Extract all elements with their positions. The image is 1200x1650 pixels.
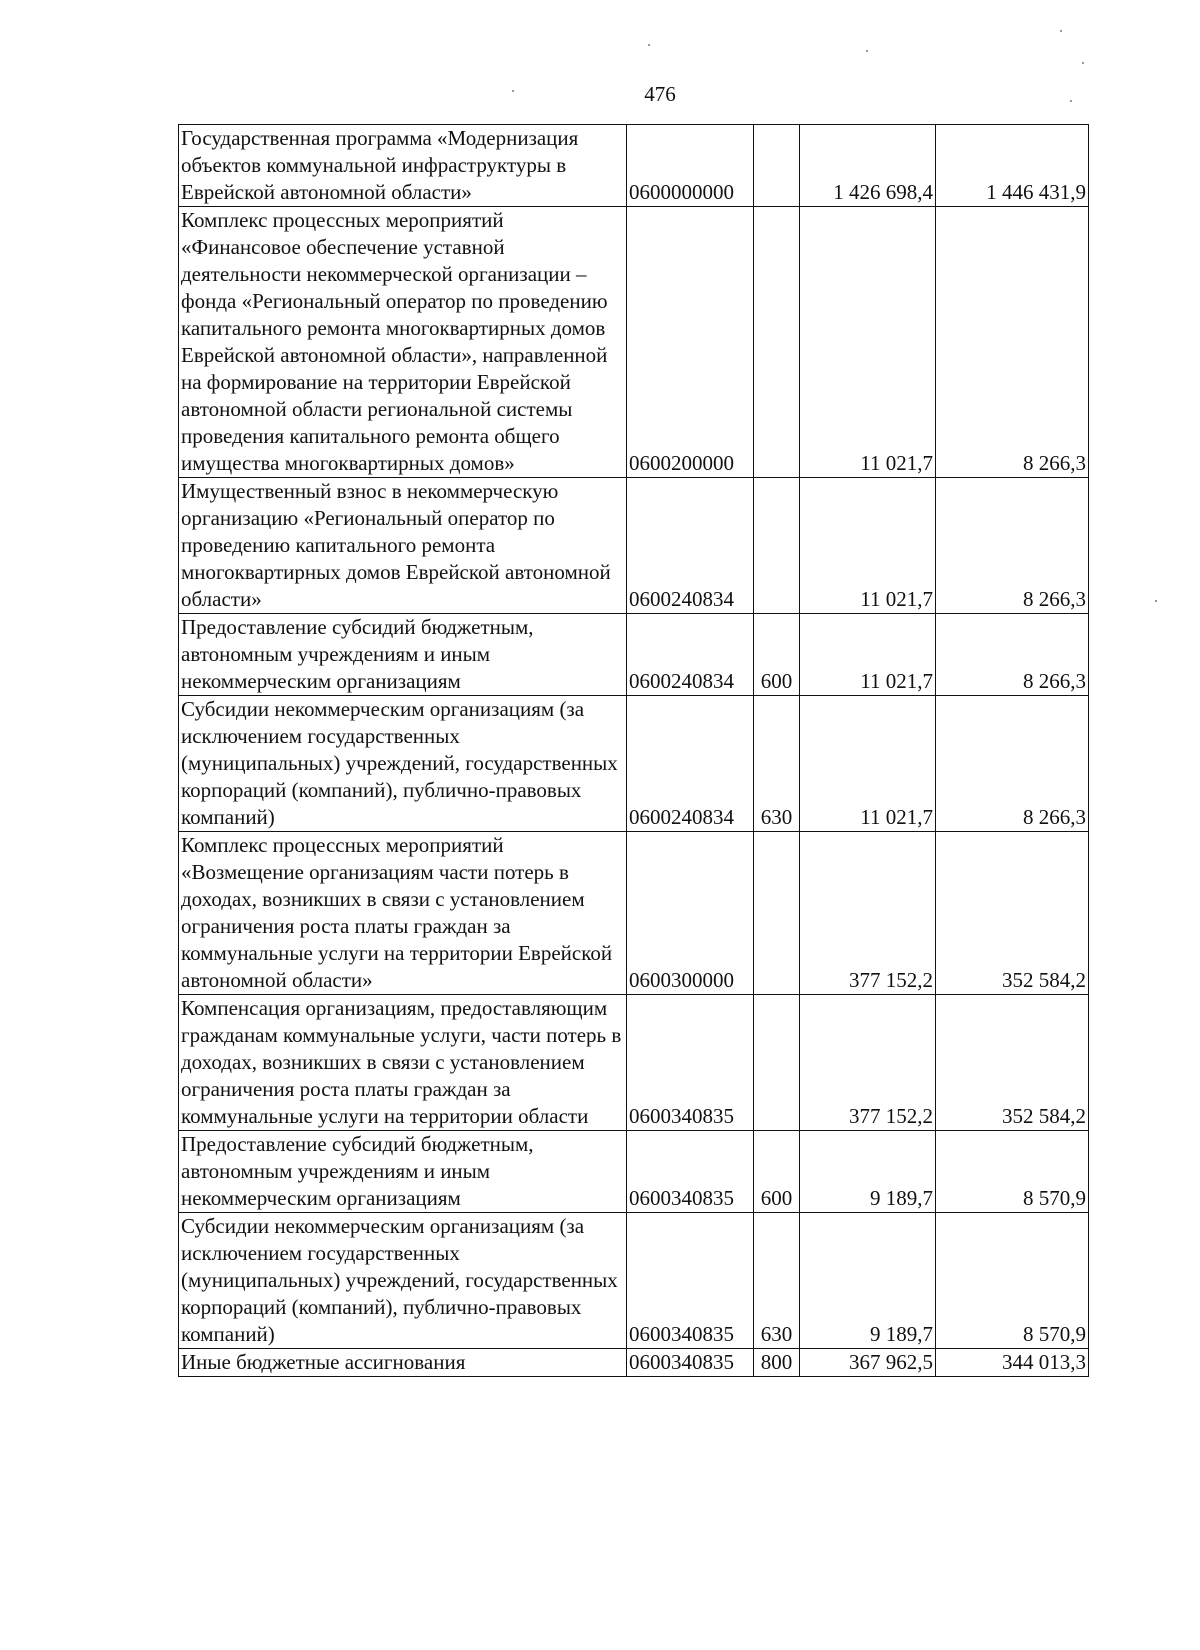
row-value-2: 8 266,3: [936, 696, 1089, 832]
scan-speck: [648, 44, 650, 46]
row-value-1: 11 021,7: [800, 478, 936, 614]
row-value-2: 8 570,9: [936, 1131, 1089, 1213]
row-value-1: 11 021,7: [800, 614, 936, 696]
row-code: 0600000000: [627, 125, 754, 207]
row-code: 0600240834: [627, 614, 754, 696]
row-code: 0600340835: [627, 995, 754, 1131]
row-code: 0600340835: [627, 1213, 754, 1349]
row-value-1: 1 426 698,4: [800, 125, 936, 207]
row-type: [754, 478, 800, 614]
table-row: [179, 1131, 1089, 1213]
row-value-2: 8 266,3: [936, 478, 1089, 614]
row-code: 0600200000: [627, 207, 754, 478]
row-value-1: 9 189,7: [800, 1131, 936, 1213]
row-code: 0600340835: [627, 1349, 754, 1377]
row-type: 600: [754, 1131, 800, 1213]
row-value-1: 377 152,2: [800, 832, 936, 995]
table-row: [179, 614, 1089, 696]
row-type: 800: [754, 1349, 800, 1377]
row-type: 600: [754, 614, 800, 696]
scan-speck: [1082, 62, 1084, 64]
row-value-2: 352 584,2: [936, 995, 1089, 1131]
row-name: Субсидии некоммерческим организациям (за исключением государственных (муниципальных) учреждений, государственных корпораций (компаний), публично-правовых компаний): [179, 1213, 627, 1349]
row-type: 630: [754, 696, 800, 832]
budget-table: [178, 124, 1089, 1377]
scan-speck: [512, 90, 514, 92]
row-value-2: 344 013,3: [936, 1349, 1089, 1377]
row-value-2: 352 584,2: [936, 832, 1089, 995]
table-row: [179, 832, 1089, 995]
row-name: Иные бюджетные ассигнования: [179, 1349, 627, 1377]
row-value-1: 11 021,7: [800, 207, 936, 478]
row-type: [754, 207, 800, 478]
row-code: 0600340835: [627, 1131, 754, 1213]
row-name: Комплекс процессных мероприятий «Финансовое обеспечение уставной деятельности некоммерческой организации – фонда «Региональный оператор по проведению капитального ремонта многоквартирных домов Еврейской автономной области», направленной на формирование на территории Еврейской автономной области региональной системы проведения капитального ремонта общего имущества многоквартирных домов»: [179, 207, 627, 478]
row-code: 0600240834: [627, 696, 754, 832]
row-value-2: 1 446 431,9: [936, 125, 1089, 207]
row-name: Предоставление субсидий бюджетным, автономным учреждениям и иным некоммерческим организациям: [179, 1131, 627, 1213]
scan-speck: [1155, 600, 1157, 602]
row-type: 630: [754, 1213, 800, 1349]
row-value-1: 367 962,5: [800, 1349, 936, 1377]
page-number: 476: [644, 82, 676, 106]
row-code: 0600240834: [627, 478, 754, 614]
row-name: Комплекс процессных мероприятий «Возмещение организациям части потерь в доходах, возникших в связи с установлением ограничения роста платы граждан за коммунальные услуги на территории Еврейской автономной области»: [179, 832, 627, 995]
row-value-2: 8 266,3: [936, 207, 1089, 478]
row-value-1: 377 152,2: [800, 995, 936, 1131]
row-name: Имущественный взнос в некоммерческую организацию «Региональный оператор по проведению капитального ремонта многоквартирных домов Еврейской автономной области»: [179, 478, 627, 614]
row-value-2: 8 570,9: [936, 1213, 1089, 1349]
row-name: Предоставление субсидий бюджетным, автономным учреждениям и иным некоммерческим организациям: [179, 614, 627, 696]
scan-speck: [1060, 30, 1062, 32]
table-row: [179, 478, 1089, 614]
table-row: [179, 125, 1089, 207]
table-row: [179, 696, 1089, 832]
table-row: [179, 995, 1089, 1131]
table-row: [179, 1349, 1089, 1377]
row-name: Субсидии некоммерческим организациям (за исключением государственных (муниципальных) учреждений, государственных корпораций (компаний), публично-правовых компаний): [179, 696, 627, 832]
row-value-1: 11 021,7: [800, 696, 936, 832]
row-value-1: 9 189,7: [800, 1213, 936, 1349]
row-name: Государственная программа «Модернизация объектов коммунальной инфраструктуры в Еврейской автономной области»: [179, 125, 627, 207]
table-row: [179, 1213, 1089, 1349]
row-type: [754, 832, 800, 995]
table-row: [179, 207, 1089, 478]
row-code: 0600300000: [627, 832, 754, 995]
row-value-2: 8 266,3: [936, 614, 1089, 696]
scan-speck: [1070, 100, 1072, 102]
row-type: [754, 125, 800, 207]
row-name: Компенсация организациям, предоставляющим гражданам коммунальные услуги, части потерь в доходах, возникших в связи с установлением ограничения роста платы граждан за коммунальные услуги на территории области: [179, 995, 627, 1131]
scan-speck: [866, 50, 868, 52]
row-type: [754, 995, 800, 1131]
